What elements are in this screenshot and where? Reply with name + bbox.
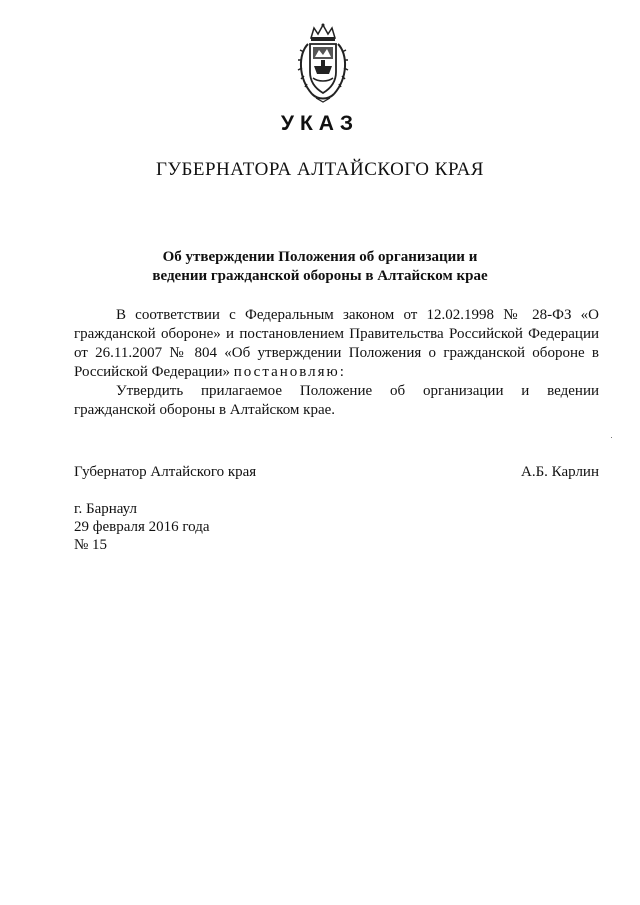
body-paragraph-1 xyxy=(74,306,599,382)
signatory-role: Губернатор Алтайского края xyxy=(74,464,257,480)
title-line-2: ведении гражданской обороны в Алтайском крае xyxy=(152,268,488,284)
document-body xyxy=(74,306,599,420)
title-line-1: Об утверждении Положения об организации и xyxy=(162,249,478,265)
scan-speck xyxy=(611,437,612,438)
paragraph-1-text: В соответствии с Федеральным законом от 12.02.1998 № 28-ФЗ «О гражданской обороне» и постановлением Правительства Российской Федерации от 26.11.2007 № 804 «Об утверждении Положения о гражданской обороне в Российской Федерации» xyxy=(74,307,599,380)
coat-of-arms-icon xyxy=(294,22,352,104)
signatory-name: А.Б. Карлин xyxy=(520,464,599,480)
document-type: УКАЗ xyxy=(280,112,360,135)
footer-city: г. Барнаул xyxy=(74,501,137,517)
body-paragraph-2: Утвердить прилагаемое Положение об организации и ведении гражданской обороны в Алтайском крае. xyxy=(74,383,599,418)
document-footer xyxy=(74,500,210,554)
issuer-title: ГУБЕРНАТОРА АЛТАЙСКОГО КРАЯ xyxy=(156,159,484,180)
decree-word: постановляю: xyxy=(233,364,346,380)
signature-block xyxy=(74,463,599,482)
footer-date: 29 февраля 2016 года xyxy=(74,519,210,535)
footer-number: № 15 xyxy=(74,537,108,553)
document-title xyxy=(120,248,520,286)
